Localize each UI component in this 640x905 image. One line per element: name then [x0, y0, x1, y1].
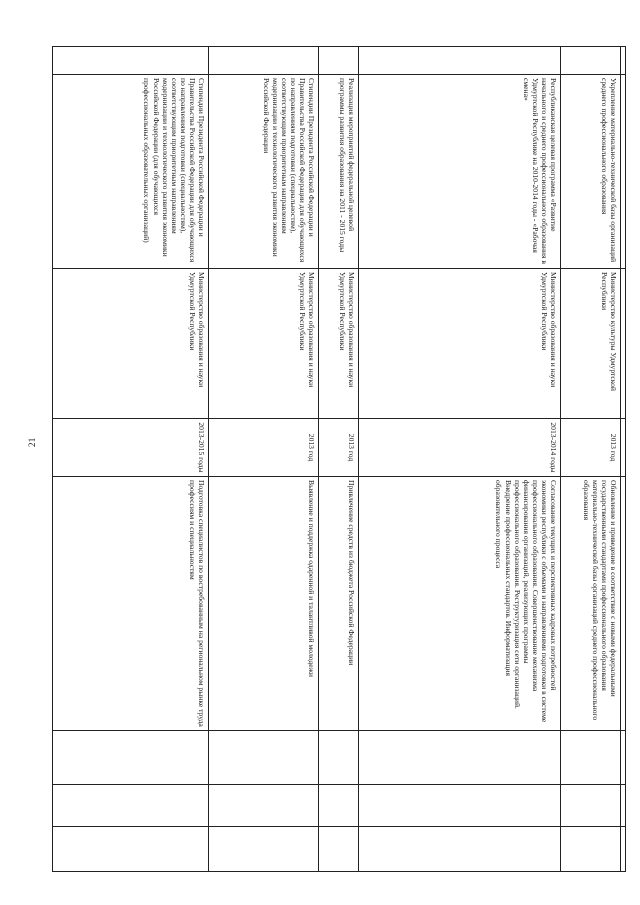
indicator-cell: [561, 731, 621, 785]
indicator-cell: [359, 731, 561, 785]
num-cell: [359, 47, 561, 75]
table-row: [53, 47, 209, 872]
num-cell: [53, 47, 209, 75]
page-number: 21: [27, 437, 37, 447]
term-cell: 2013-2014 годы: [359, 419, 561, 477]
num-cell: [561, 47, 621, 75]
table-row: [319, 47, 359, 872]
extra-cell: [319, 785, 359, 827]
extra-cell: [359, 827, 561, 872]
result-cell: Согласование текущих и перспективных кадровых потребностей экономики республики с объемами и направлениями подготовки в системе профессионального образования. Совершенствование механизма финансирования организаций, реализующих программы профессионального образования. Реструктуризация сети организаций. Внедрение профессиональных стандартов. Информатизация образовательного процесса: [359, 477, 561, 731]
result-cell: [621, 477, 626, 731]
extra-cell: [209, 785, 319, 827]
executor-cell: Министерство культуры Удмуртской Республики: [561, 269, 621, 419]
extra-cell: [621, 827, 626, 872]
term-cell: 2013 год: [209, 419, 319, 477]
result-cell: Обновление и приведение в соответствие с новыми федеральными государственными стандартами профессионального образования материально-технической базы организаций среднего профессионального образования: [561, 477, 621, 731]
num-cell: [319, 47, 359, 75]
indicator-cell: [621, 731, 626, 785]
extra-cell: [53, 785, 209, 827]
table-row: [561, 47, 621, 872]
program-table: [52, 46, 626, 872]
name-cell: Стипендии Президента Российской Федерации и Правительства Российской Федерации для обучающихся по направлениям подготовки (специальностям), соответствующим приоритетным направлениям модернизации и технологического развития экономики Российской Федерации (для обучающихся профессиональных образовательных организаций): [53, 75, 209, 269]
term-cell: 2013 год: [319, 419, 359, 477]
term-cell: [621, 419, 626, 477]
extra-cell: [561, 827, 621, 872]
indicator-cell: [319, 731, 359, 785]
extra-cell: [359, 785, 561, 827]
name-cell: Укрепление материально-технической базы организаций среднего профессионального образования: [561, 75, 621, 269]
executor-cell: Министерство образования и науки Удмуртской Республики: [53, 269, 209, 419]
extra-cell: [209, 827, 319, 872]
extra-cell: [53, 827, 209, 872]
rotated-page: [58, 46, 626, 871]
executor-cell: Министерство образования и науки Удмуртской Республики: [319, 269, 359, 419]
indicator-cell: [209, 731, 319, 785]
result-cell: Выявление и поддержка одаренной и талантливой молодежи: [209, 477, 319, 731]
table-row: [621, 47, 626, 872]
name-cell: Реализация мероприятий федеральной целевой программы развития образования на 2011 - 2015 годы: [319, 75, 359, 269]
executor-cell: Министерство образования и науки Удмуртской Республики: [209, 269, 319, 419]
name-cell: Стипендии Президента Российской Федерации и Правительства Российской Федерации для обучающихся по направлениям подготовки (специальностям), соответствующим приоритетным направлениям модернизации и технологического развития экономики Российской Федерации: [209, 75, 319, 269]
executor-cell: Министерство образования и науки Удмуртской Республики: [359, 269, 561, 419]
result-cell: Привлечение средств из бюджета Российской Федерации: [319, 477, 359, 731]
term-cell: 2013-2015 годы: [53, 419, 209, 477]
table-row: [359, 47, 561, 872]
num-cell: [621, 47, 626, 75]
name-cell: [621, 75, 626, 269]
extra-cell: [319, 827, 359, 872]
num-cell: [209, 47, 319, 75]
indicator-cell: [53, 731, 209, 785]
table-row: [209, 47, 319, 872]
extra-cell: [561, 785, 621, 827]
term-cell: 2013 год: [561, 419, 621, 477]
name-cell: Республиканская целевая программа «Развитие начального и среднего профессионального образования в Удмуртской Республике на 2010-2014 годы - «Рабочая смена»: [359, 75, 561, 269]
extra-cell: [621, 785, 626, 827]
executor-cell: [621, 269, 626, 419]
result-cell: Подготовка специалистов по востребованным на региональном рынке труда профессиям и специальностям: [53, 477, 209, 731]
